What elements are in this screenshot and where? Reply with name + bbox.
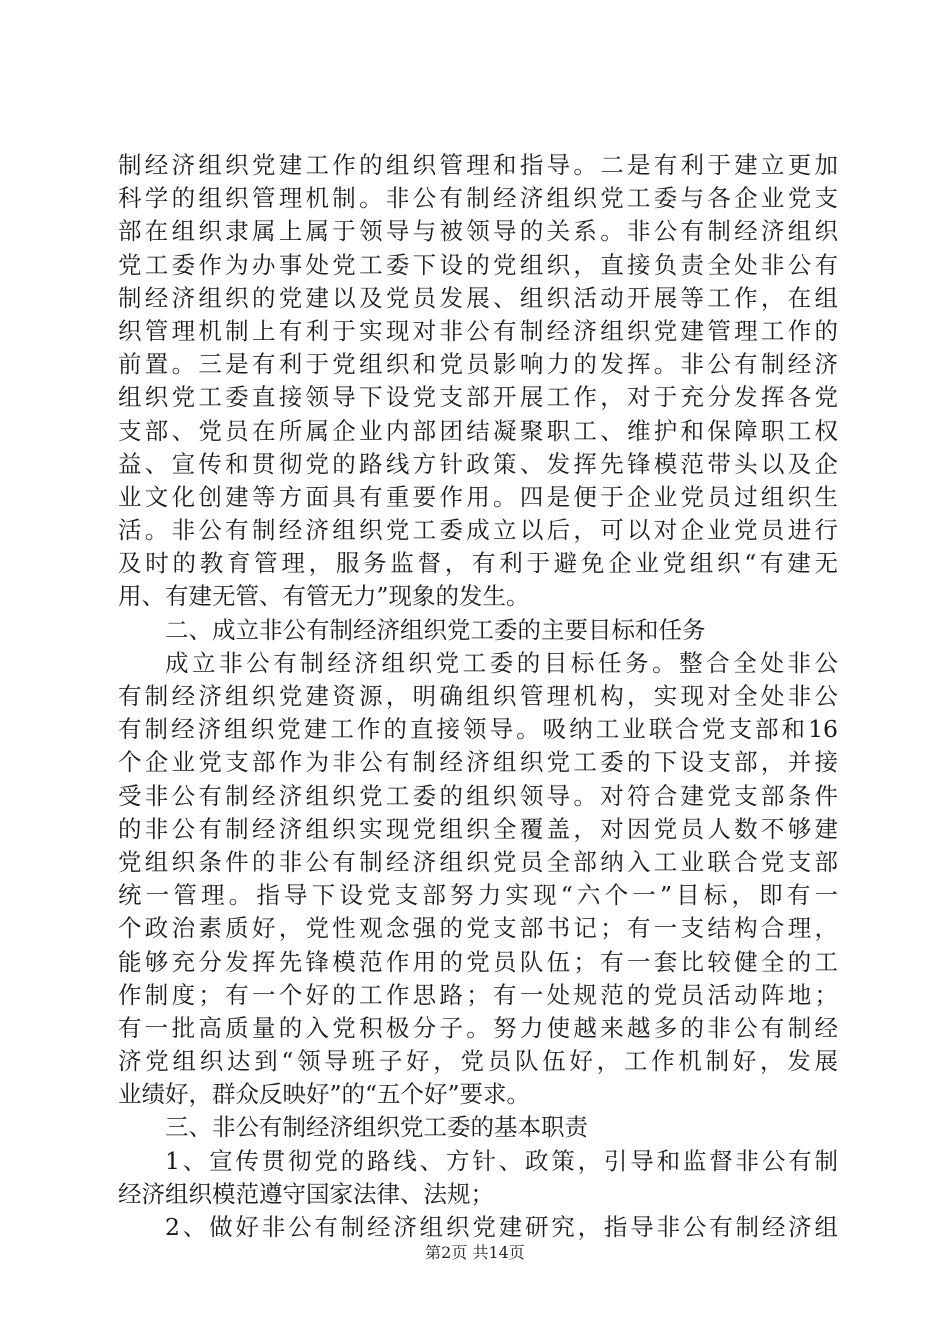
body-line: 济党组织达到“领导班子好，党员队伍好，工作机制好，发展	[118, 1047, 838, 1076]
list-item-1-continuation: 经济组织模范遵守国家法律、法规；	[118, 1179, 494, 1208]
body-line: 活。非公有制经济组织党工委成立以后，可以对企业党员进行	[118, 516, 838, 545]
body-line: 统一管理。指导下设党支部努力实现“六个一”目标，即有一	[118, 881, 838, 910]
body-line: 党工委作为办事处党工委下设的党组织，直接负责全处非公有	[118, 250, 838, 279]
body-line: 科学的组织管理机制。非公有制经济组织党工委与各企业党支	[118, 184, 838, 213]
body-line: 的非公有制经济组织实现党组织全覆盖，对因党员人数不够建	[118, 814, 838, 843]
body-line: 组织党工委直接领导下设党支部开展工作，对于充分发挥各党	[118, 383, 838, 412]
body-line-paragraph-end: 用、有建无管、有管无力”现象的发生。	[118, 582, 530, 611]
section-heading-2: 二、成立非公有制经济组织党工委的主要目标和任务	[165, 615, 706, 644]
body-line: 作制度；有一个好的工作思路；有一处规范的党员活动阵地；	[118, 980, 838, 1009]
body-line: 益、宣传和贯彻党的路线方针政策、发挥先锋模范带头以及企	[118, 449, 838, 478]
body-line: 业文化创建等方面具有重要作用。四是便于企业党员过组织生	[118, 482, 838, 511]
body-line: 能够充分发挥先锋模范作用的党员队伍；有一套比较健全的工	[118, 947, 838, 976]
document-body	[118, 149, 838, 1244]
body-line: 制经济组织党建工作的组织管理和指导。二是有利于建立更加	[118, 151, 838, 179]
body-line: 及时的教育管理，服务监督，有利于避免企业党组织“有建无	[118, 549, 838, 578]
body-line: 织管理机制上有利于实现对非公有制经济组织党建管理工作的	[118, 316, 838, 345]
body-line: 前置。三是有利于党组织和党员影响力的发挥。非公有制经济	[118, 350, 838, 379]
body-line-paragraph-end: 业绩好，群众反映好”的“五个好”要求。	[118, 1080, 531, 1109]
body-line: 部在组织隶属上属于领导与被领导的关系。非公有制经济组织	[118, 217, 838, 246]
body-line: 制经济组织的党建以及党员发展、组织活动开展等工作，在组	[118, 283, 838, 312]
body-line: 有一批高质量的入党积极分子。努力使越来越多的非公有制经	[118, 1013, 838, 1042]
section-heading-3: 三、非公有制经济组织党工委的基本职责	[165, 1113, 588, 1142]
body-line: 有制经济组织党建资源，明确组织管理机构，实现对全处非公	[118, 682, 838, 710]
body-line: 支部、党员在所属企业内部团结凝聚职工、维护和保障职工权	[118, 416, 838, 445]
list-item-2: 2、做好非公有制经济组织党建研究，指导非公有制经济组	[165, 1213, 838, 1241]
list-item-1: 1、宣传贯彻党的路线、方针、政策，引导和监督非公有制	[165, 1146, 838, 1175]
page-number-footer: 第2页 共14页	[425, 1243, 525, 1262]
body-line: 党组织条件的非公有制经济组织党员全部纳入工业联合党支部	[118, 847, 838, 876]
body-line: 有制经济组织党建工作的直接领导。吸纳工业联合党支部和16	[118, 715, 838, 744]
body-line: 个政治素质好，党性观念强的党支部书记；有一支结构合理，	[118, 914, 838, 943]
body-line: 个企业党支部作为非公有制经济组织党工委的下设支部，并接	[118, 748, 838, 777]
body-line-paragraph-start: 成立非公有制经济组织党工委的目标任务。整合全处非公	[165, 648, 838, 677]
body-line: 受非公有制经济组织党工委的组织领导。对符合建党支部条件	[118, 781, 838, 810]
